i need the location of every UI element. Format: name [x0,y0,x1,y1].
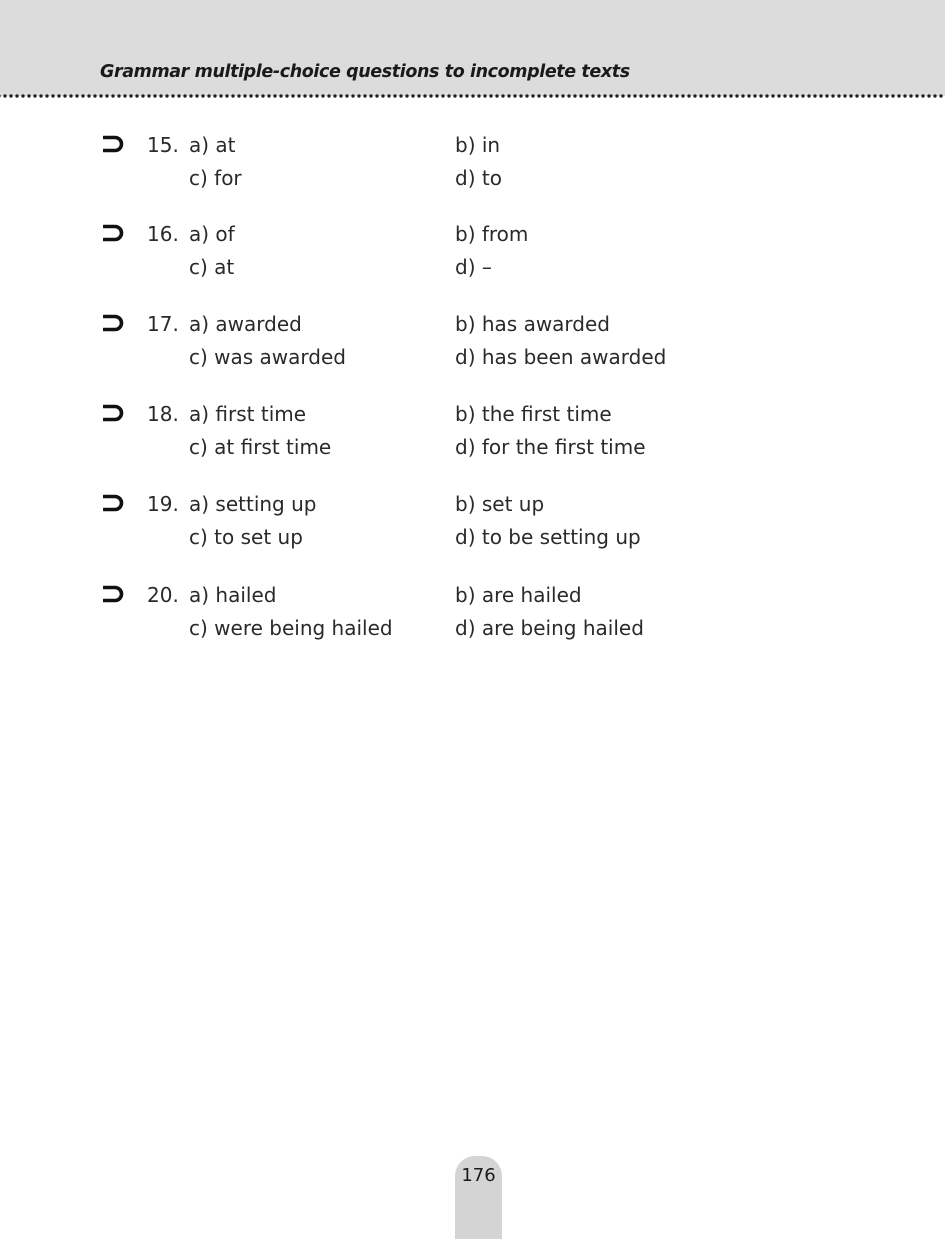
question-item [0,126,945,196]
option-c[interactable]: c) at first time [189,435,332,459]
question-number: 17. [147,312,179,336]
option-b[interactable]: b) the first time [455,402,612,426]
option-c[interactable]: c) was awarded [189,345,346,369]
option-b[interactable]: b) are hailed [455,583,582,607]
question-number: 15. [147,133,179,157]
option-b[interactable]: b) from [455,222,529,246]
curved-arrow-icon [103,404,125,422]
option-c[interactable]: c) were being hailed [189,616,393,640]
option-a[interactable]: a) hailed [189,583,277,607]
option-c[interactable]: c) at [189,255,235,279]
curved-arrow-icon [103,314,125,332]
dotted-divider [0,92,945,100]
option-d[interactable]: d) to be setting up [455,525,641,549]
question-item [0,305,945,375]
curved-arrow-icon [103,224,125,242]
option-a[interactable]: a) at [189,133,236,157]
option-d[interactable]: d) – [455,255,492,279]
question-number: 19. [147,492,179,516]
question-item [0,576,945,646]
page-number: 176 [461,1165,496,1186]
question-item [0,485,945,555]
option-a[interactable]: a) setting up [189,492,317,516]
question-item [0,395,945,465]
option-d[interactable]: d) to [455,166,502,190]
option-a[interactable]: a) awarded [189,312,302,336]
option-c[interactable]: c) for [189,166,242,190]
option-b[interactable]: b) set up [455,492,545,516]
option-d[interactable]: d) for the first time [455,435,646,459]
option-b[interactable]: b) in [455,133,501,157]
question-item [0,215,945,285]
page-number-tab [455,1156,502,1239]
option-a[interactable]: a) first time [189,402,307,426]
option-d[interactable]: d) are being hailed [455,616,644,640]
curved-arrow-icon [103,585,125,603]
question-number: 16. [147,222,179,246]
question-number: 18. [147,402,179,426]
curved-arrow-icon [103,494,125,512]
option-b[interactable]: b) has awarded [455,312,610,336]
option-a[interactable]: a) of [189,222,235,246]
option-d[interactable]: d) has been awarded [455,345,667,369]
section-title: Grammar multiple-choice questions to incomplete texts [100,62,630,82]
curved-arrow-icon [103,135,125,153]
option-c[interactable]: c) to set up [189,525,303,549]
question-number: 20. [147,583,179,607]
